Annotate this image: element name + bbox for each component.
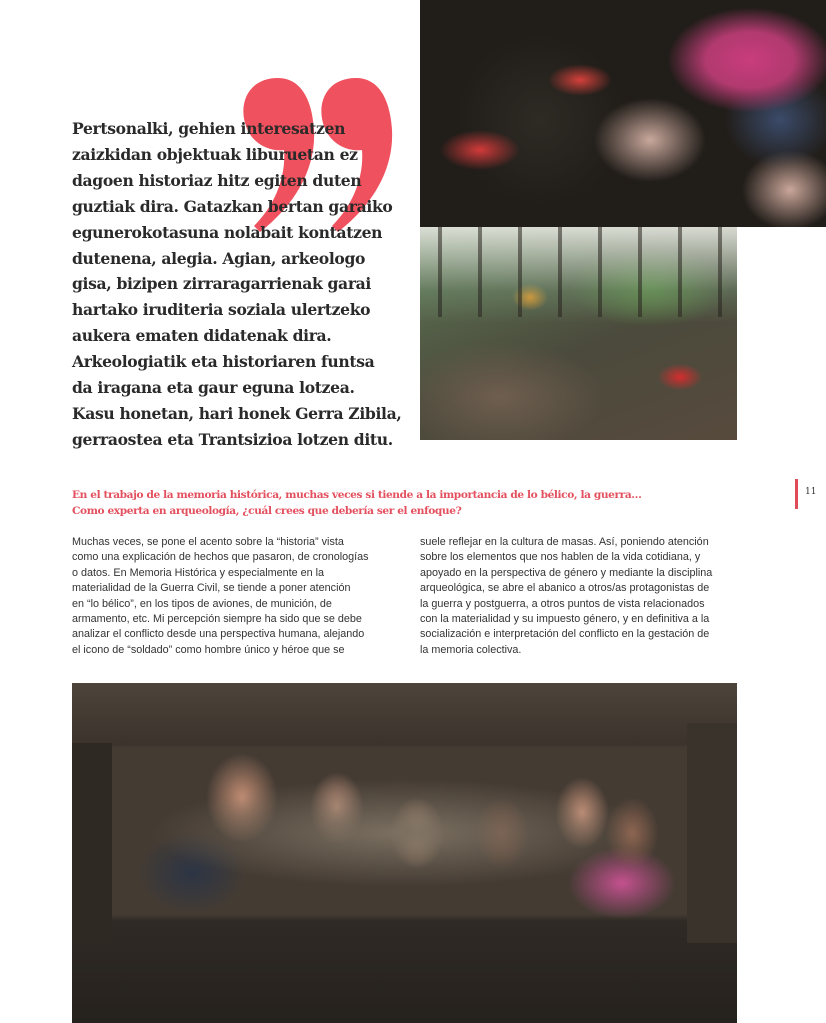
- body-text-line: armamento, etc. Mi percepción siempre ha sido que se debe: [72, 613, 362, 626]
- body-text-line: arqueológica, se abre el abanico a otros/as protagonistas de: [420, 582, 710, 595]
- body-text-line: o datos. En Memoria Histórica y especialmente en la: [72, 566, 325, 579]
- body-text-line: sobre los elementos que nos hablen de la vida cotidiana, y: [420, 551, 701, 564]
- page-marker-bar: [795, 479, 798, 509]
- body-text-line: en “lo bélico”, en los tipos de aviones, de munición, de: [72, 597, 332, 610]
- pull-quote-line: gerraostea eta Trantsizioa lotzen ditu.: [72, 429, 393, 449]
- pull-quote-line: zaizkidan objektuak liburuetan ez: [72, 144, 358, 164]
- body-text-line: suele reflejar en la cultura de masas. Así, poniendo atención: [420, 536, 709, 548]
- pull-quote-line: guztiak dira. Gatazkan bertan garaiko: [72, 196, 393, 216]
- body-text-line: Muchas veces, se pone el acento sobre la “historia” vista: [72, 536, 344, 548]
- body-text-line: el icono de “soldado” como hombre único y héroe que se: [72, 643, 345, 656]
- pull-quote-line: Kasu honetan, hari honek Gerra Zibila,: [72, 403, 402, 423]
- pull-quote-line: gisa, bizipen zirraragarrienak garai: [72, 274, 372, 294]
- pull-quote-line: egunerokotasuna nolabait kontatzen: [72, 222, 383, 242]
- pull-quote-line: hartako iruditeria soziala ulertzeko: [72, 300, 371, 320]
- pull-quote-line: Pertsonalki, gehien interesatzen: [72, 119, 346, 138]
- pull-quote-line: da iragana eta gaur eguna lotzea.: [72, 378, 355, 398]
- question-line: Como experta en arqueología, ¿cuál crees que debería ser el enfoque?: [72, 505, 462, 517]
- body-text-line: analizar el conflicto desde una perspectiva humana, alejando: [72, 628, 365, 641]
- photo-forest-trench: [420, 227, 737, 440]
- page-number: 11: [805, 487, 817, 497]
- interview-question: [72, 487, 712, 519]
- body-text-line: la memoria colectiva.: [420, 643, 522, 656]
- body-text-line: como una explicación de hechos que pasaron, de cronologías: [72, 551, 369, 564]
- photo-excavation-closeup: [420, 0, 826, 227]
- answer-column-right: [420, 535, 760, 658]
- pull-quote-line: dagoen historiaz hitz egiten duten: [72, 170, 362, 190]
- body-text-line: la guerra y postguerra, a otros puntos de vista relacionados: [420, 597, 705, 610]
- answer-column-left: [72, 535, 412, 658]
- body-text-line: con la materialidad y su impuesto género, y en definitiva a la: [420, 613, 710, 626]
- question-line: En el trabajo de la memoria histórica, muchas veces si tiende a la importancia de lo bélico, la guerra…: [72, 489, 642, 501]
- pull-quote-line: Arkeologiatik eta historiaren funtsa: [72, 352, 375, 372]
- pull-quote-line: dutenena, alegia. Agian, arkeologo: [72, 248, 366, 268]
- pull-quote-line: aukera ematen didatenak dira.: [72, 326, 332, 346]
- body-text-line: materialidad de la Guerra Civil, se tiende a poner atención: [72, 582, 351, 595]
- pull-quote: [72, 116, 402, 453]
- photo-group-in-trench: [72, 683, 737, 1023]
- body-text-line: socialización e interpretación del conflicto en la gestación de: [420, 628, 710, 641]
- body-text-line: apoyado en la perspectiva de género y mediante la disciplina: [420, 566, 713, 579]
